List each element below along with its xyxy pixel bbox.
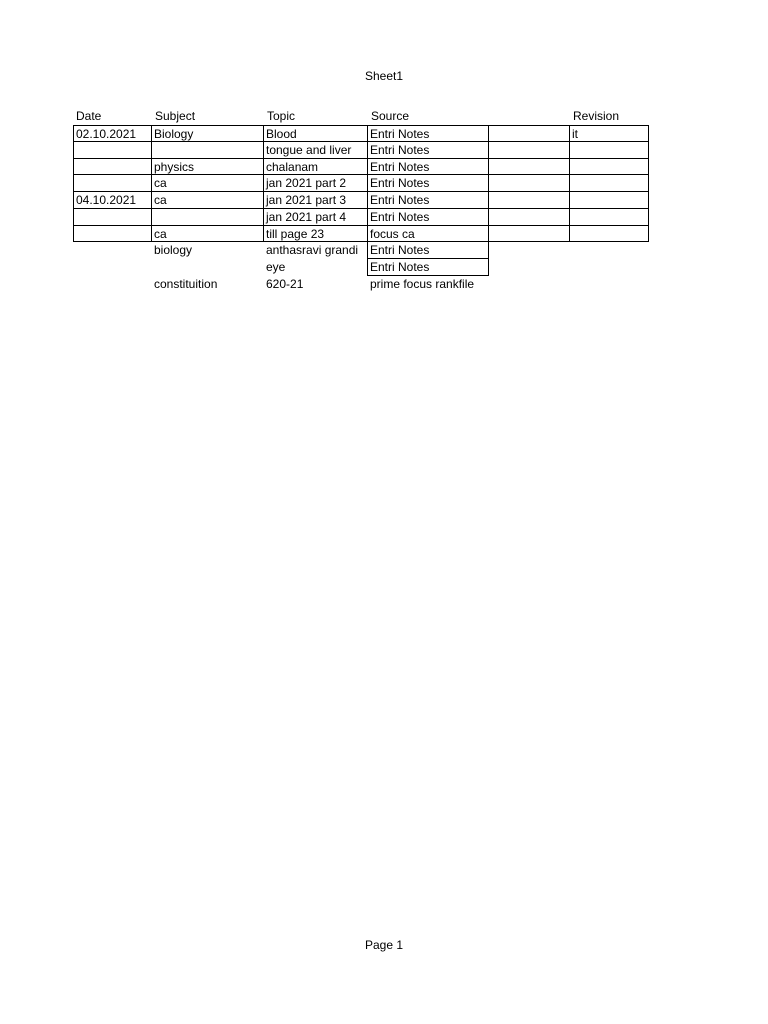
cell-source[interactable]: prime focus rankfile xyxy=(370,276,475,291)
cell-blank[interactable] xyxy=(489,142,570,159)
cell-subject[interactable]: physics xyxy=(152,159,264,176)
cell-blank[interactable] xyxy=(489,226,570,243)
cell-blank[interactable] xyxy=(489,242,570,259)
cell-date[interactable] xyxy=(73,242,152,259)
cell-topic[interactable]: eye xyxy=(264,259,368,276)
cell-source[interactable]: Entri Notes xyxy=(368,142,489,159)
cell-subject[interactable] xyxy=(152,259,264,276)
header-blank xyxy=(489,108,570,125)
cell-revision[interactable] xyxy=(570,175,649,192)
cell-source[interactable]: focus ca xyxy=(368,226,489,243)
cell-date[interactable]: 02.10.2021 xyxy=(73,125,152,142)
cell-revision[interactable]: it xyxy=(570,125,649,142)
page-number: Page 1 xyxy=(364,938,404,952)
header-source: Source xyxy=(371,109,410,123)
cell-revision[interactable] xyxy=(570,276,649,293)
cell-subject[interactable]: constituition xyxy=(154,276,218,291)
cell-source[interactable]: Entri Notes xyxy=(368,159,489,176)
cell-topic[interactable]: tongue and liver xyxy=(264,142,368,159)
cell-topic[interactable]: jan 2021 part 4 xyxy=(264,209,368,226)
cell-subject[interactable]: Biology xyxy=(152,125,264,142)
cell-source[interactable]: Entri Notes xyxy=(368,242,489,259)
cell-topic[interactable]: jan 2021 part 3 xyxy=(264,192,368,209)
sheet-title: Sheet1 xyxy=(364,69,404,83)
cell-topic[interactable]: jan 2021 part 2 xyxy=(264,175,368,192)
cell-subject[interactable]: ca xyxy=(152,226,264,243)
cell-blank[interactable] xyxy=(489,209,570,226)
header-date: Date xyxy=(76,109,102,123)
cell-topic[interactable]: till page 23 xyxy=(264,226,368,243)
cell-date[interactable] xyxy=(73,159,152,176)
header-topic: Topic xyxy=(267,109,296,123)
cell-blank[interactable] xyxy=(489,276,570,293)
cell-blank[interactable] xyxy=(489,259,570,276)
cell-subject[interactable]: ca xyxy=(152,175,264,192)
cell-date[interactable] xyxy=(73,209,152,226)
cell-date[interactable] xyxy=(73,142,152,159)
cell-blank[interactable] xyxy=(489,175,570,192)
cell-topic[interactable]: chalanam xyxy=(264,159,368,176)
cell-revision[interactable] xyxy=(570,192,649,209)
cell-topic[interactable]: anthasravi grandi xyxy=(264,242,368,259)
cell-revision[interactable] xyxy=(570,259,649,276)
cell-date[interactable]: 04.10.2021 xyxy=(73,192,152,209)
cell-subject[interactable] xyxy=(152,209,264,226)
cell-subject[interactable]: ca xyxy=(152,192,264,209)
cell-subject[interactable]: biology xyxy=(154,243,193,258)
cell-blank[interactable] xyxy=(489,159,570,176)
cell-blank[interactable] xyxy=(489,125,570,142)
header-revision: Revision xyxy=(573,109,620,123)
cell-revision[interactable] xyxy=(570,142,649,159)
cell-source[interactable]: Entri Notes xyxy=(368,192,489,209)
cell-source[interactable]: Entri Notes xyxy=(368,125,489,142)
cell-blank[interactable] xyxy=(489,192,570,209)
cell-revision[interactable] xyxy=(570,242,649,259)
cell-revision[interactable] xyxy=(570,209,649,226)
cell-date[interactable] xyxy=(73,276,152,293)
cell-subject[interactable] xyxy=(152,142,264,159)
cell-topic[interactable]: Blood xyxy=(264,125,368,142)
cell-revision[interactable] xyxy=(570,159,649,176)
cell-date[interactable] xyxy=(73,175,152,192)
cell-source[interactable]: Entri Notes xyxy=(368,209,489,226)
cell-source[interactable]: Entri Notes xyxy=(368,175,489,192)
cell-date[interactable] xyxy=(73,226,152,243)
cell-topic[interactable]: 620-21 xyxy=(266,276,304,291)
header-subject: Subject xyxy=(155,109,196,123)
cell-date[interactable] xyxy=(73,259,152,276)
cell-revision[interactable] xyxy=(570,226,649,243)
cell-source[interactable]: Entri Notes xyxy=(368,259,489,276)
